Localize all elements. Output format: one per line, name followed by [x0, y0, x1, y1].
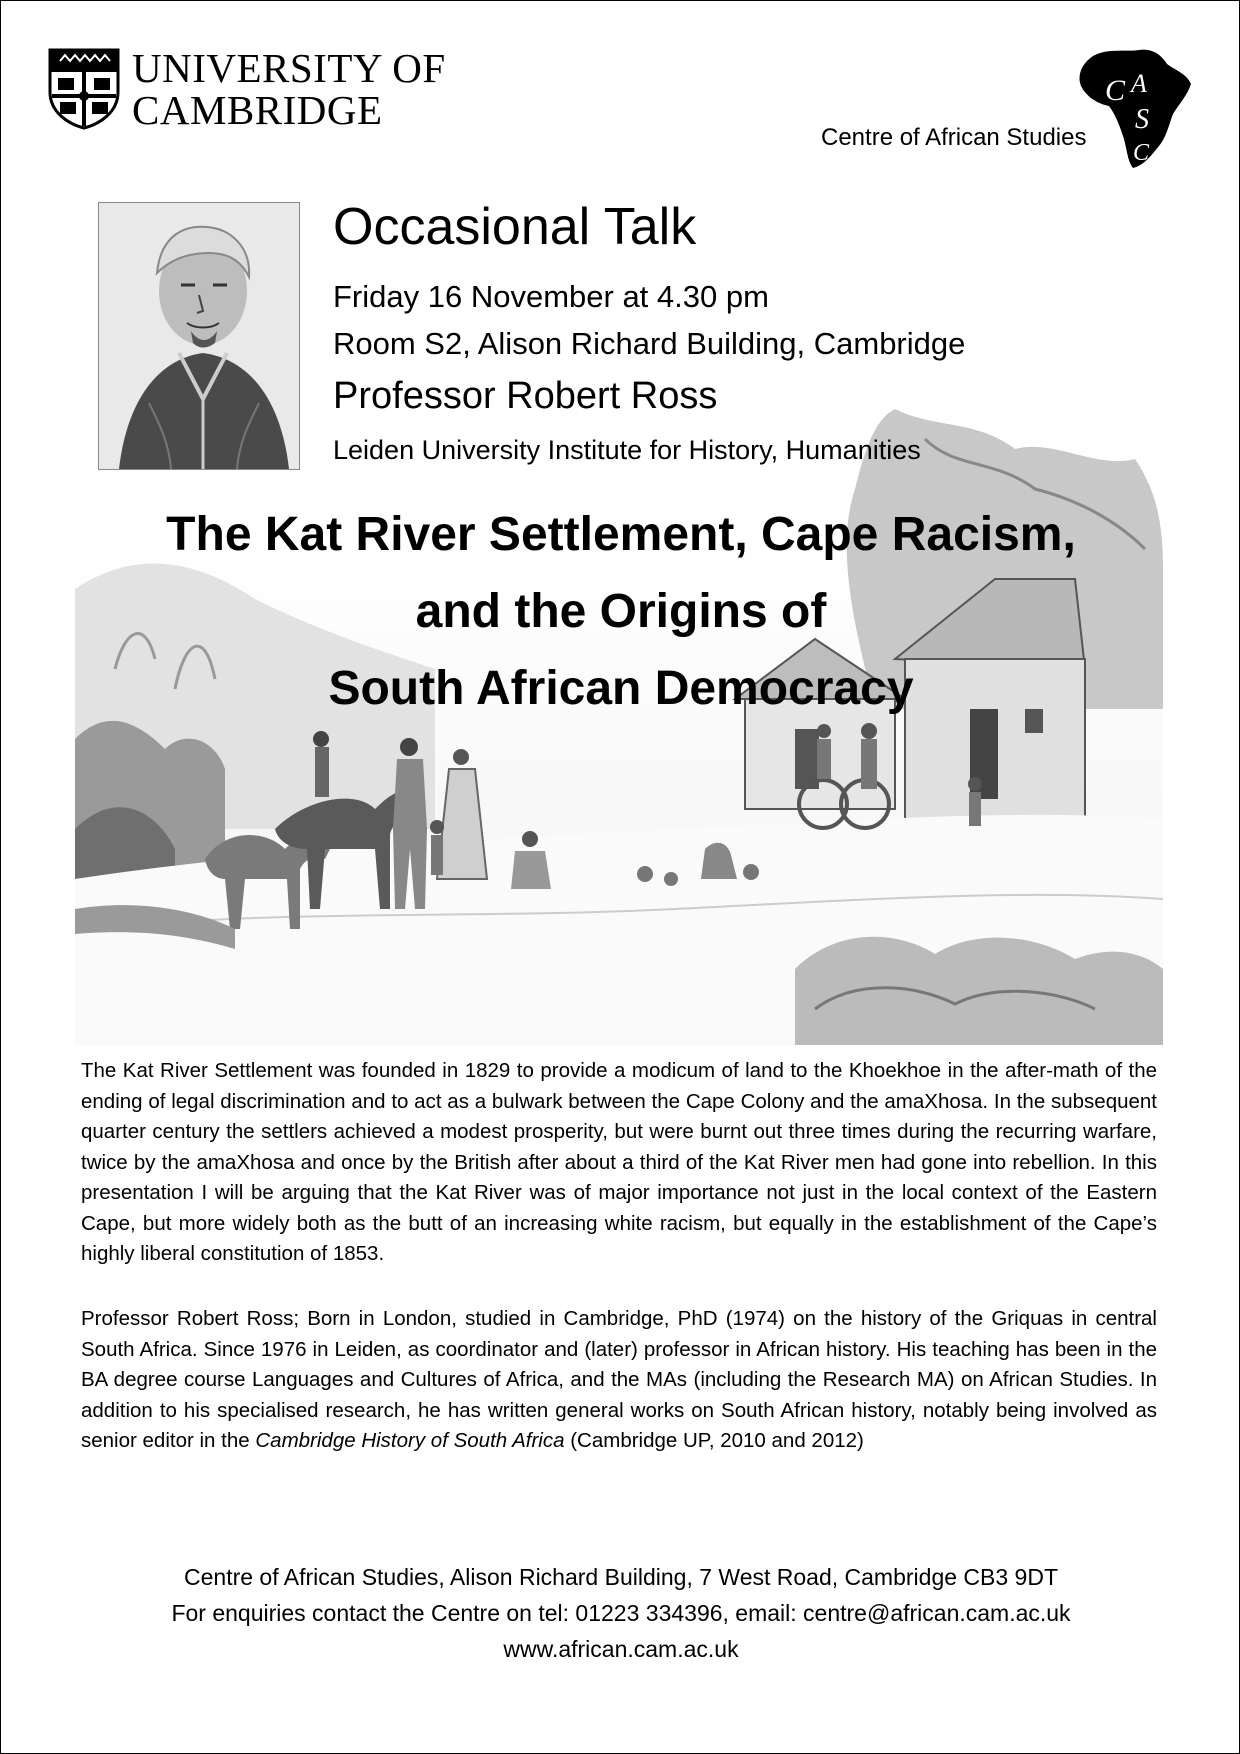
casc-africa-logo-icon — [1075, 48, 1195, 170]
university-line-1: UNIVERSITY OF — [132, 45, 446, 91]
footer-address: Centre of African Studies, Alison Richard Building, 7 West Road, Cambridge CB3 9DT — [184, 1564, 1058, 1590]
speaker-bio-paragraph — [81, 1304, 1157, 1457]
university-line-2: CAMBRIDGE — [132, 87, 383, 133]
speaker-affiliation: Leiden University Institute for History, Humanities — [333, 435, 921, 465]
university-logo — [48, 47, 446, 131]
bio-text-before: Professor Robert Ross; Born in London, studied in Cambridge, PhD (1974) on the history of the Griquas in central South Africa. Since 1976 in Leiden, as coordinator and (later) professor in African history. His teaching has been in the BA degree course Languages and Cultures of Africa, and the MAs (including the Research MA) on African Studies. In addition to his specialised research, he has written general works on South African history, notably being involved as senior editor in the — [81, 1307, 1157, 1452]
centre-name: Centre of African Studies — [821, 124, 1087, 151]
cambridge-crest-icon — [48, 48, 120, 130]
svg-text:C: C — [1133, 140, 1150, 166]
talk-venue: Room S2, Alison Richard Building, Cambridge — [333, 326, 966, 361]
footer-contact-line: For enquiries contact the Centre on tel: 01223 334396, email: centre@african.cam.ac.uk — [171, 1600, 1071, 1626]
svg-text:A: A — [1131, 69, 1147, 98]
portrait-drawing — [99, 203, 299, 469]
abstract-paragraph: The Kat River Settlement was founded in 1829 to provide a modicum of land to the Khoekhoe in the after-math of the ending of legal discrimination and to act as a bulwark between the Cape Colony and the amaXhosa. In the subsequent quarter century the settlers achieved a modest prosperity, but were burnt out three times during the recurring warfare, twice by the amaXhosa and once by the British after about a third of the Kat River men had gone into rebellion. In this presentation I will be arguing that the Kat River was of major importance not just in the local context of the Eastern Cape, but more widely both as the butt of an increasing white racism, but equally in the establishment of the Cape’s highly liberal constitution of 1853. — [81, 1059, 1157, 1265]
bio-text-after: (Cambridge UP, 2010 and 2012) — [564, 1429, 864, 1452]
svg-text:S: S — [1135, 104, 1149, 135]
title-line-3: South African Democracy — [328, 662, 914, 715]
svg-text:C: C — [1105, 74, 1126, 107]
title-line-2: and the Origins of — [415, 585, 827, 638]
talk-type: Occasional Talk — [333, 198, 697, 256]
talk-title — [61, 496, 1181, 727]
footer-contact — [61, 1559, 1181, 1667]
speaker-portrait-illustration — [98, 202, 300, 470]
talk-date-time: Friday 16 November at 4.30 pm — [333, 279, 769, 314]
footer-website-link[interactable]: www.african.cam.ac.uk — [503, 1636, 739, 1662]
university-wordmark — [132, 47, 446, 131]
title-line-1: The Kat River Settlement, Cape Racism, — [166, 508, 1076, 561]
speaker-name: Professor Robert Ross — [333, 375, 718, 417]
bio-book-title: Cambridge History of South Africa — [255, 1429, 565, 1452]
